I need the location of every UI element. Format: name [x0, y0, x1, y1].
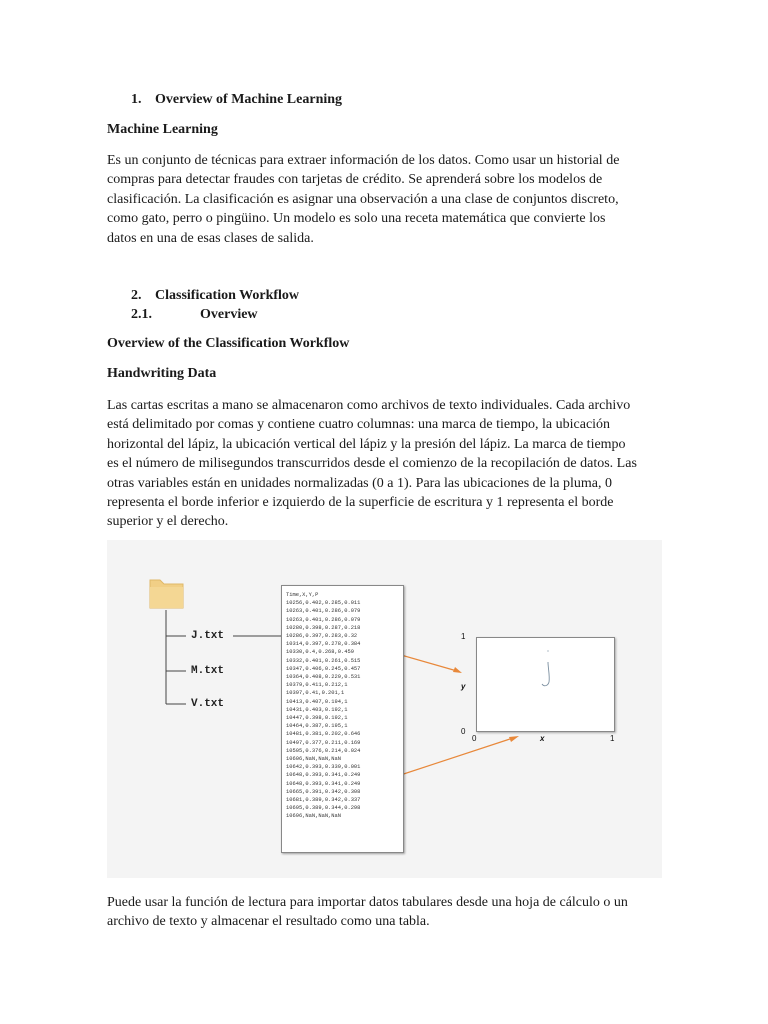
section-2-heading: [131, 288, 299, 304]
handwriting-paragraph: Las cartas escritas a mano se almacenaron como archivos de texto individuales. Cada archivo está delimitado por comas y contiene cuatro columnas: una marca de tiempo, la ubicación horizontal del lápiz, la ubicación vertical del lápiz y la presión del lápiz. La marca de tiempo es el número de milisegundos transcurridos desde el comienzo de la recopilación de datos. Las otras variables están en unidades normalizadas (0 a 1). Para las ubicaciones de la pluma, 0 representa el borde inferior e izquierdo de la superficie de escritura y 1 representa el borde superior y el derecho.: [107, 398, 637, 530]
x-axis-right-label: 1: [610, 734, 615, 743]
data-line: 10642,0.393,0.339,0.001: [286, 764, 361, 771]
data-line: 10330,0.4,0.268,0.459: [286, 649, 354, 656]
data-line: 10696,NaN,NaN,NaN: [286, 813, 341, 820]
pen-stroke: [542, 662, 549, 686]
data-line: 10497,0.377,0.211,0.169: [286, 739, 361, 746]
section-2-number: 2.: [131, 288, 142, 303]
data-lines: [286, 591, 360, 821]
data-line: 10648,0.393,0.341,0.249: [286, 772, 361, 779]
data-line: 10481,0.381,0.202,0.646: [286, 731, 361, 738]
section-2-1-heading: [131, 307, 258, 323]
file-tree-lines: [166, 610, 281, 704]
section-2-title: Classification Workflow: [155, 288, 300, 303]
section-2-1-number: 2.1.: [131, 307, 152, 322]
data-line: 10695,0.389,0.344,0.298: [286, 805, 361, 812]
machine-learning-paragraph: Es un conjunto de técnicas para extraer información de los datos. Como usar un historial de compras para detectar fraudes con tarjetas de crédito. Se aprenderá sobre los modelos de clasificación. La clasificación es asignar una observación a una clase de conjuntos discreto, como gato, perro o pingüino. Un modelo es solo una receta matemática que convierte los datos en una de esas clases de salida.: [107, 153, 620, 246]
workflow-heading: Overview of the Classification Workflow: [107, 336, 350, 351]
arrow-head-axis: [509, 736, 519, 742]
data-line: 10681,0.389,0.342,0.337: [286, 797, 361, 804]
arrow-head-plot: [453, 667, 462, 673]
data-line: 10263,0.401,0.286,0.079: [286, 608, 361, 615]
data-line: 10447,0.398,0.192,1: [286, 715, 348, 722]
data-line: 10413,0.407,0.194,1: [286, 698, 348, 705]
data-line: 10464,0.387,0.195,1: [286, 723, 348, 730]
data-file-preview: [281, 585, 404, 853]
handwriting-plot: [476, 637, 615, 732]
data-line: 10379,0.411,0.212,1: [286, 682, 348, 689]
data-line: 10347,0.406,0.245,0.457: [286, 665, 361, 672]
y-axis-top-label: 1: [461, 632, 466, 641]
stroke-svg: [477, 638, 614, 731]
data-line: Time,X,Y,P: [286, 592, 319, 598]
data-line: 10256,0.402,0.285,0.011: [286, 600, 361, 607]
data-line: 10606,NaN,NaN,NaN: [286, 756, 341, 763]
data-line: 10665,0.391,0.342,0.308: [286, 788, 361, 795]
data-line: 10505,0.376,0.214,0.024: [286, 747, 361, 754]
data-line: 10314,0.397,0.278,0.384: [286, 641, 361, 648]
file-label-j: J.txt: [191, 630, 225, 642]
folder-icon: [150, 580, 183, 608]
data-line: 10286,0.397,0.283,0.32: [286, 633, 358, 640]
x-axis-label: x: [540, 734, 545, 743]
data-line: 10280,0.398,0.287,0.218: [286, 624, 361, 631]
section-1-title: Overview of Machine Learning: [155, 92, 343, 107]
handwriting-heading: Handwriting Data: [107, 366, 217, 381]
y-axis-label: y: [461, 682, 466, 691]
data-line: 10648,0.393,0.341,0.249: [286, 780, 361, 787]
section-1-number: 1.: [131, 92, 142, 107]
handwriting-data-figure: [107, 540, 662, 878]
file-label-v: V.txt: [191, 698, 225, 710]
section-1-heading: [131, 92, 342, 108]
file-label-m: M.txt: [191, 665, 225, 677]
data-line: 10431,0.403,0.192,1: [286, 706, 348, 713]
data-line: 10263,0.401,0.286,0.079: [286, 616, 361, 623]
data-line: 10332,0.401,0.261,0.515: [286, 657, 361, 664]
section-2-1-title: Overview: [200, 307, 258, 322]
machine-learning-heading: Machine Learning: [107, 122, 218, 137]
pen-dot: [547, 650, 548, 651]
data-line: 10364,0.408,0.229,0.531: [286, 674, 361, 681]
data-line: 10397,0.41,0.201,1: [286, 690, 345, 697]
closing-paragraph: Puede usar la función de lectura para importar datos tabulares desde una hoja de cálculo o un archivo de texto y almacenar el resultado como una tabla.: [107, 895, 628, 930]
x-axis-left-label: 0: [472, 734, 477, 743]
y-axis-bottom-label: 0: [461, 727, 466, 736]
